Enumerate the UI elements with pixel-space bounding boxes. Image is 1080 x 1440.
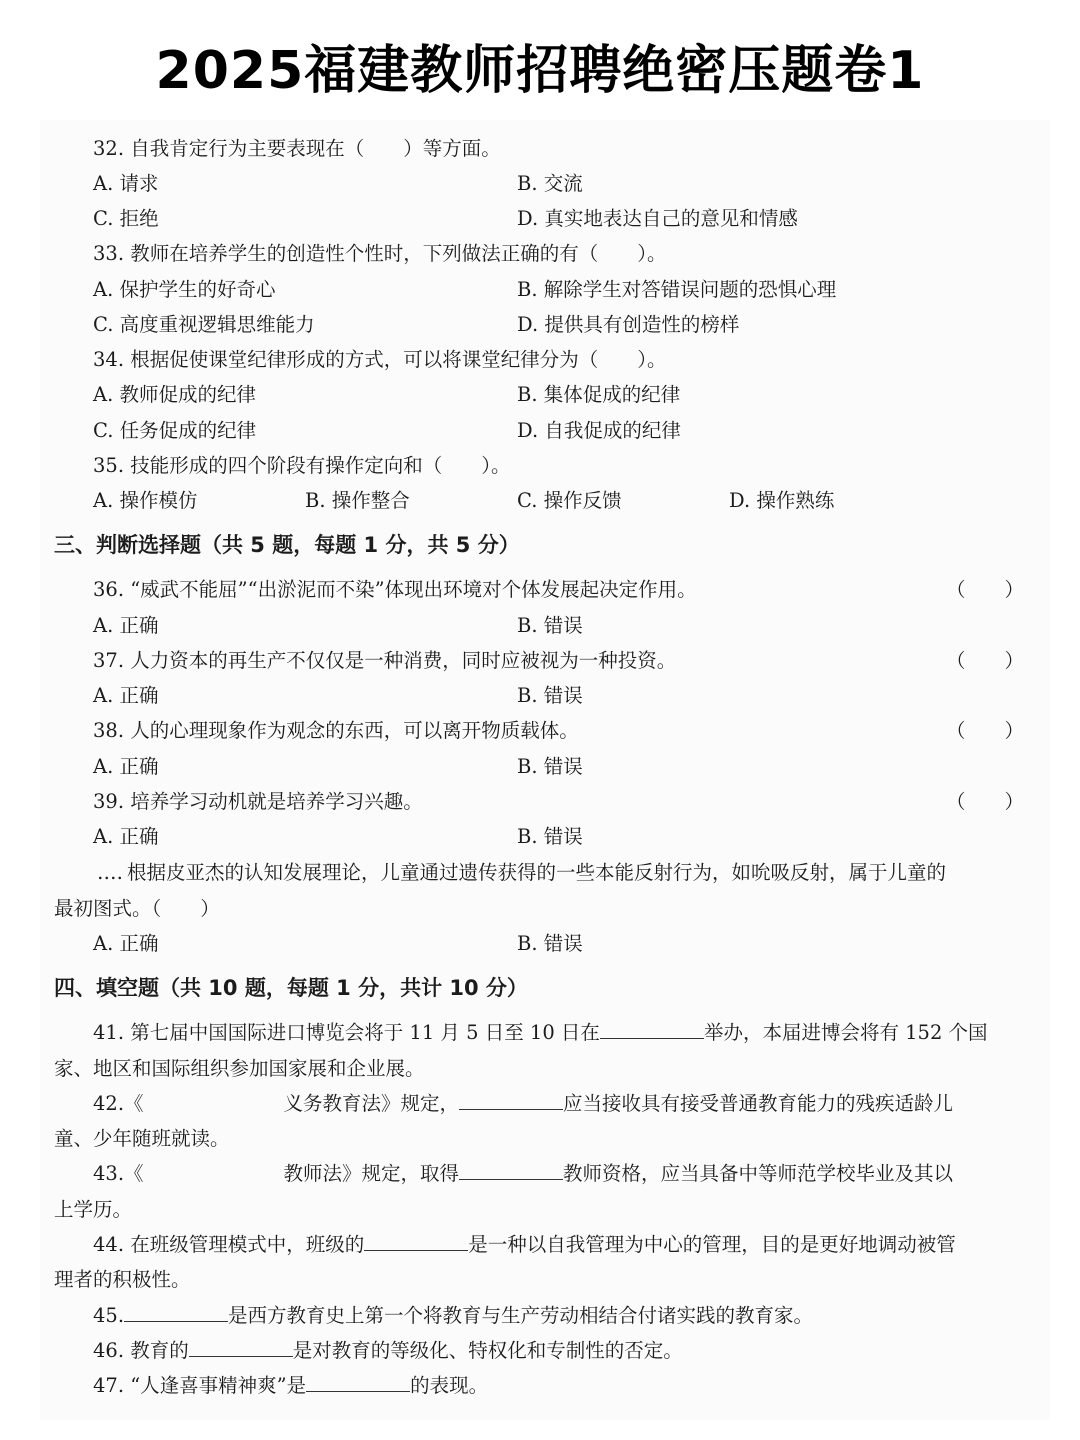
question-47-text-a: 47. “人逢喜事精神爽”是 [93,1374,307,1397]
question-32-stem: 32. 自我肯定行为主要表现在（ ）等方面。 [93,137,501,160]
question-38-option-a: A. 正确 [93,755,159,778]
question-44-blank [364,1232,468,1251]
question-45-blank [124,1303,228,1322]
question-40-option-a: A. 正确 [93,932,159,955]
question-37-stem: 37. 人力资本的再生产不仅仅是一种消费，同时应被视为一种投资。 [93,649,677,672]
question-40-smudge: ‥‥ [97,861,124,884]
question-44-line1 [93,1232,956,1258]
question-43-line1 [93,1161,953,1187]
question-43-text-b: 教师法》规定，取得 [283,1162,460,1185]
question-43-blank [459,1161,563,1180]
question-34-option-a: A. 教师促成的纪律 [93,383,256,406]
question-33-stem: 33. 教师在培养学生的创造性个性时，下列做法正确的有（ ）。 [93,242,667,265]
question-34-option-c: C. 任务促成的纪律 [93,419,257,442]
question-36-option-b: B. 错误 [517,614,583,637]
question-46-line [93,1338,683,1364]
question-41-line1 [93,1020,988,1046]
question-33-option-d: D. 提供具有创造性的榜样 [517,313,740,336]
question-33-option-c: C. 高度重视逻辑思维能力 [93,313,315,336]
question-32-option-d: D. 真实地表达自己的意见和情感 [517,207,798,230]
question-39-answer-paren: （ ） [946,790,1025,813]
question-41-text-b: 举办，本届进博会将有 152 个国 [703,1021,988,1044]
question-41-text-a: 41. 第七届中国国际进口博览会将于 11 月 5 日至 10 日在 [93,1021,600,1044]
question-36-stem: 36. “威武不能屈”“出淤泥而不染”体现出环境对个体发展起决定作用。 [93,578,697,601]
question-42-line2: 童、少年随班就读。 [54,1127,230,1150]
question-46-text-a: 46. 教育的 [93,1339,189,1362]
question-46-text-b: 是对教育的等级化、特权化和专制性的否定。 [292,1339,683,1362]
question-35-stem: 35. 技能形成的四个阶段有操作定向和（ ）。 [93,454,511,477]
question-45-line [93,1303,813,1329]
question-43-text-a: 43.《 [93,1162,144,1185]
question-42-text-b: 义务教育法》规定， [283,1092,460,1115]
question-47-line [93,1373,488,1399]
question-46-blank [189,1338,293,1357]
page-title: 2025福建教师招聘绝密压题卷1 [155,41,925,101]
question-36-answer-paren: （ ） [946,578,1025,601]
question-33-option-a: A. 保护学生的好奇心 [93,278,276,301]
question-37-answer-paren: （ ） [946,649,1025,672]
question-37-option-b: B. 错误 [517,684,583,707]
question-40-stem-line1: 根据皮亚杰的认知发展理论，儿童通过遗传获得的一些本能反射行为，如吮吸反射，属于儿童的 [127,861,947,884]
question-38-option-b: B. 错误 [517,755,583,778]
section-4-heading: 四、填空题（共 10 题，每题 1 分，共计 10 分） [54,976,528,1000]
question-32-option-c: C. 拒绝 [93,207,159,230]
question-38-answer-paren: （ ） [946,719,1025,742]
question-34-stem: 34. 根据促使课堂纪律形成的方式，可以将课堂纪律分为（ ）。 [93,348,667,371]
question-35-option-d: D. 操作熟练 [729,489,835,512]
section-3-heading: 三、判断选择题（共 5 题，每题 1 分，共 5 分） [54,533,520,557]
question-43-line2: 上学历。 [54,1198,133,1221]
question-47-text-b: 的表现。 [410,1374,489,1397]
question-45-text-b: 是西方教育史上第一个将教育与生产劳动相结合付诸实践的教育家。 [228,1304,814,1327]
question-32-option-b: B. 交流 [517,172,583,195]
question-35-option-c: C. 操作反馈 [517,489,622,512]
question-38-stem: 38. 人的心理现象作为观念的东西，可以离开物质载体。 [93,719,579,742]
question-34-option-d: D. 自我促成的纪律 [517,419,681,442]
question-47-blank [306,1373,410,1392]
question-35-option-b: B. 操作整合 [305,489,410,512]
question-39-option-b: B. 错误 [517,825,583,848]
question-39-stem: 39. 培养学习动机就是培养学习兴趣。 [93,790,423,813]
question-37-option-a: A. 正确 [93,684,159,707]
question-42-blank [459,1091,563,1110]
question-35-option-a: A. 操作模仿 [93,489,198,512]
question-33-option-b: B. 解除学生对答错误问题的恐惧心理 [517,278,837,301]
question-44-text-b: 是一种以自我管理为中心的管理，目的是更好地调动被管 [468,1233,956,1256]
question-32-option-a: A. 请求 [93,172,159,195]
question-44-text-a: 44. 在班级管理模式中，班级的 [93,1233,365,1256]
question-41-blank [600,1020,704,1039]
question-42-line1 [93,1091,953,1117]
question-44-line2: 理者的积极性。 [54,1268,191,1291]
question-45-text-a: 45. [93,1304,125,1327]
question-40-option-b: B. 错误 [517,932,583,955]
question-41-line2: 家、地区和国际组织参加国家展和企业展。 [54,1057,425,1080]
question-36-option-a: A. 正确 [93,614,159,637]
question-40-stem-line2: 最初图式。（ ） [54,897,220,920]
question-42-text-a: 42.《 [93,1092,144,1115]
question-43-text-c: 教师资格，应当具备中等师范学校毕业及其以 [563,1162,954,1185]
question-34-option-b: B. 集体促成的纪律 [517,383,681,406]
question-42-text-c: 应当接收具有接受普通教育能力的残疾适龄儿 [563,1092,954,1115]
question-39-option-a: A. 正确 [93,825,159,848]
